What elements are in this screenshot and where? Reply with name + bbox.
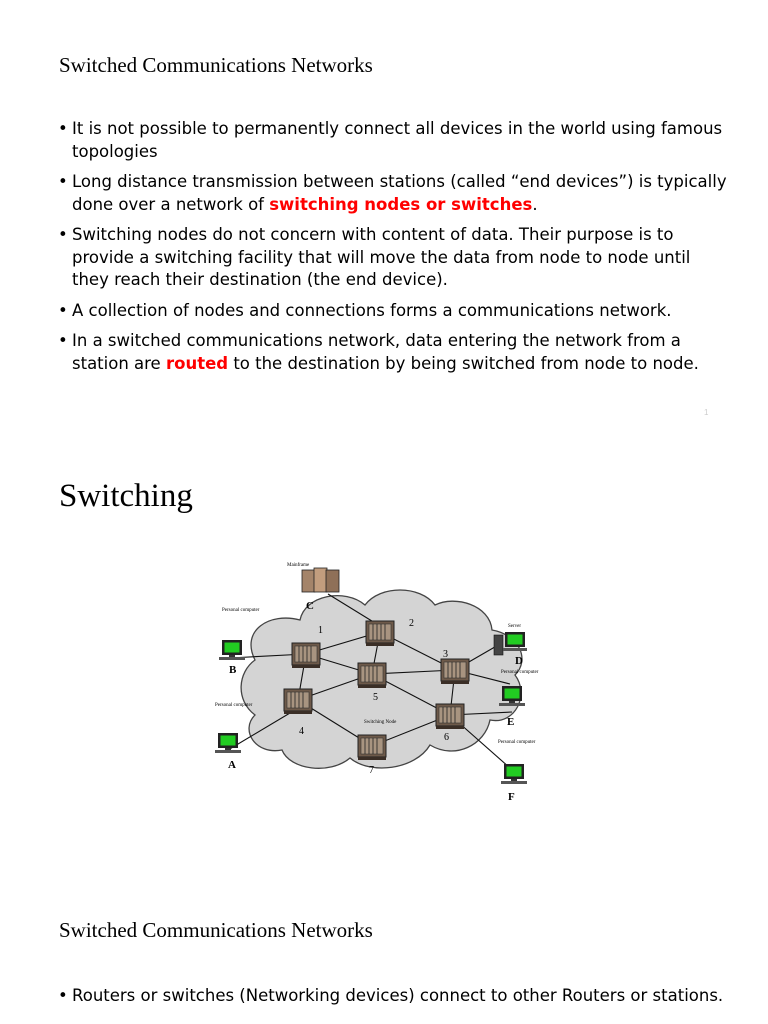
slide-3-bullet-list (58, 985, 728, 1016)
switching-node-1 (292, 643, 320, 668)
node-number-2: 2 (409, 618, 414, 629)
pc-b-icon (219, 640, 245, 660)
bullet-text: Routers or switches (Networking devices) connect to other Routers or stations. (72, 986, 724, 1005)
page-number: 1 (704, 408, 709, 417)
switching-node-6 (436, 704, 464, 729)
node-number-4: 4 (299, 726, 304, 737)
node-number-5: 5 (373, 692, 378, 703)
station-a-label: A (228, 759, 236, 771)
pc-b-caption: Personal computer (222, 608, 260, 613)
mainframe-icon (302, 568, 339, 592)
slide-1-title: Switched Communications Networks (59, 53, 373, 77)
switching-node-2 (366, 621, 394, 646)
pc-f-caption: Personal computer (498, 740, 536, 745)
bullet-item (58, 224, 728, 292)
station-f-label: F (508, 791, 515, 803)
switching-network-diagram (0, 560, 768, 820)
node-number-7: 7 (369, 765, 374, 776)
switching-node-7 (358, 735, 386, 760)
highlighted-text: switching nodes or switches (269, 194, 533, 214)
pc-a-icon (215, 733, 241, 753)
pc-a-caption: Personal computer (215, 703, 253, 708)
node-number-6: 6 (444, 732, 449, 743)
bullet-text: . (532, 194, 538, 214)
bullet-text: A collection of nodes and connections forms a communications network. (72, 300, 672, 320)
slide-1 (0, 0, 768, 430)
switching-node-label: Switching Node (364, 720, 397, 725)
node-number-1: 1 (318, 625, 323, 636)
bullet-item (58, 985, 728, 1008)
pc-e-caption: Personal computer (501, 670, 539, 675)
station-e-label: E (507, 716, 515, 728)
highlighted-text: routed (165, 353, 229, 373)
bullet-text: In a switched communications network, data entering the network from a station are (72, 331, 681, 373)
bullet-text: Switching nodes do not concern with content of data. Their purpose is to provide a switching facility that will move the data from node to node until they reach their destination (the end device). (72, 225, 691, 289)
node-number-3: 3 (443, 649, 448, 660)
slide-1-bullet-list (58, 118, 728, 383)
bullet-item (58, 300, 728, 323)
bullet-item (58, 171, 728, 216)
station-b-label: B (229, 664, 237, 676)
pc-f-icon (501, 764, 527, 784)
switching-node-3 (441, 659, 469, 684)
pc-e-icon (499, 686, 525, 706)
bullet-item (58, 330, 728, 375)
station-d-label: D (515, 655, 523, 667)
slide-2-title: Switching (59, 478, 193, 514)
slide-3-title: Switched Communications Networks (59, 918, 373, 942)
server-label: Server (508, 624, 522, 629)
bullet-text: Long distance transmission between stations (called “end devices”) is typically done over a network of (72, 172, 727, 214)
bullet-item (58, 118, 728, 163)
bullet-text: to the destination by being switched from node to node. (228, 353, 699, 373)
switching-node-5 (358, 663, 386, 688)
mainframe-label: Mainframe (287, 563, 310, 568)
bullet-text: It is not possible to permanently connect all devices in the world using famous topologies (72, 119, 723, 161)
station-c-label: C (306, 600, 314, 612)
slide-2 (0, 430, 768, 880)
slide-3 (0, 880, 768, 1024)
switching-node-4 (284, 689, 312, 714)
